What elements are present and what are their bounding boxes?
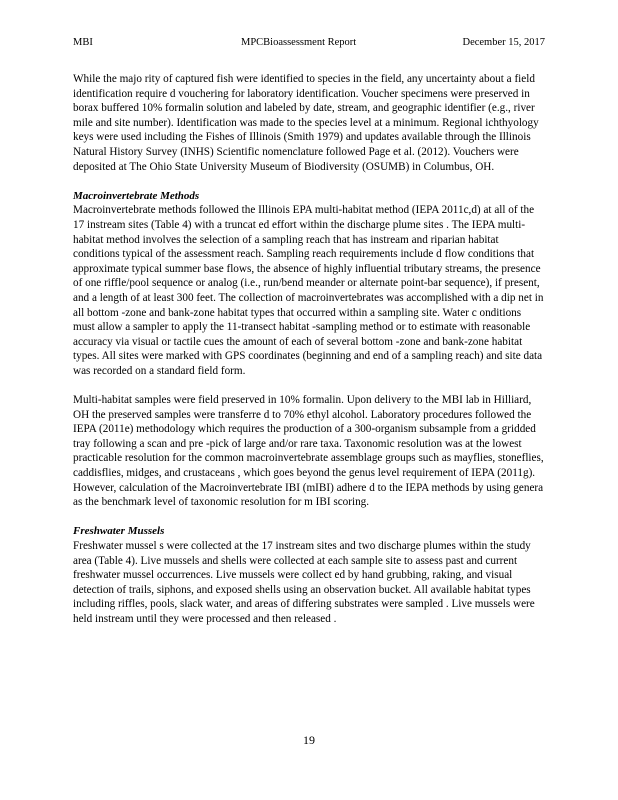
page-header: [73, 37, 545, 51]
page-number: 19: [303, 733, 315, 747]
fish-identification-paragraph: While the majo rity of captured fish were identified to species in the field, any uncertainty about a field identification require d vouchering for laboratory identification. Voucher specimens were preserved in borax buffered 10% formalin solution and labeled by date, stream, and geographic identifier (e.g., river mile and site number). Identification was made to the species level at a minimum. Regional ichthyology keys were used including the Fishes of Illinois (Smith 1979) and updates available through the Illinois Natural History Survey (INHS) Scientific nomenclature followed Page et al. (2012). Vouchers were deposited at The Ohio State University Museum of Biodiversity (OSUMB) in Columbus, OH.: [73, 73, 539, 173]
page-body: [73, 72, 545, 627]
header-date: December 15, 2017: [462, 37, 545, 48]
sample-processing-paragraph: Multi-habitat samples were field preserved in 10% formalin. Upon delivery to the MBI lab in Hilliard, OH the preserved samples were transferre d to 70% ethyl alcohol. Laboratory procedures followed the IEPA (2011e) methodology which requires the production of a 300-organism subsample from a gridded tray following a scan and pre -pick of large and/or rare taxa. Taxonomic resolution was at the lowest practicable resolution for the common macroinvertebrate assemblage groups such as mayflies, stoneflies, caddisflies, midges, and crustaceans , which goes beyond the genus level requirement of IEPA (2011g). However, calculation of the Macroinvertebrate IBI (mIBI) adhere d to the IEPA methods by using genera as the benchmark level of taxonomic resolution for m IBI scoring.: [73, 394, 544, 509]
macroinvertebrate-methods-paragraph: Macroinvertebrate methods followed the Illinois EPA multi-habitat method (IEPA 2011c,d) at all of the 17 instream sites (Table 4) with a truncat ed effort within the discharge plume sites . The IEPA multi-habitat method involves the selection of a sampling reach that has instream and riparian habitat conditions typical of the assessment reach. Sampling reach requirements include d flow conditions that approximate typical summer base flows, the absence of highly influential tributary streams, the presence of one riffle/pool sequence or analog (i.e., run/bend meander or alternate point-bar sequence), if present, and a length of at least 300 feet. The collection of macroinvertebrates was accomplished with a dip net in all bottom -zone and bank-zone habitat types that occurred within a sampling site. Water c onditions must allow a sampler to apply the 11-transect habitat -sampling method or to estimate with reasonable accuracy via visual or tactile cues the amount of each of several bottom -zone and bank-zone habitat types. All sites were marked with GPS coordinates (beginning and end of a sampling reach) and site data was recorded on a standard field form.: [73, 204, 544, 377]
freshwater-mussels-heading: Freshwater Mussels: [73, 525, 165, 538]
header-org: MBI: [73, 37, 93, 48]
macroinvertebrate-methods-heading: Macroinvertebrate Methods: [73, 189, 200, 202]
freshwater-mussels-paragraph: Freshwater mussel s were collected at the 17 instream sites and two discharge plumes within the study area (Table 4). Live mussels and shells were collected at each sample site to assess past and current freshwater mussel occurrences. Live mussels were collect ed by hand grubbing, raking, and visual detection of trails, siphons, and exposed shells using an observation bucket. All available habitat types including riffles, pools, slack water, and areas of differing substrates were sampled . Live mussels were held instream until they were processed and then released .: [73, 540, 535, 625]
header-report-title: MPCBioassessment Report: [241, 37, 357, 48]
